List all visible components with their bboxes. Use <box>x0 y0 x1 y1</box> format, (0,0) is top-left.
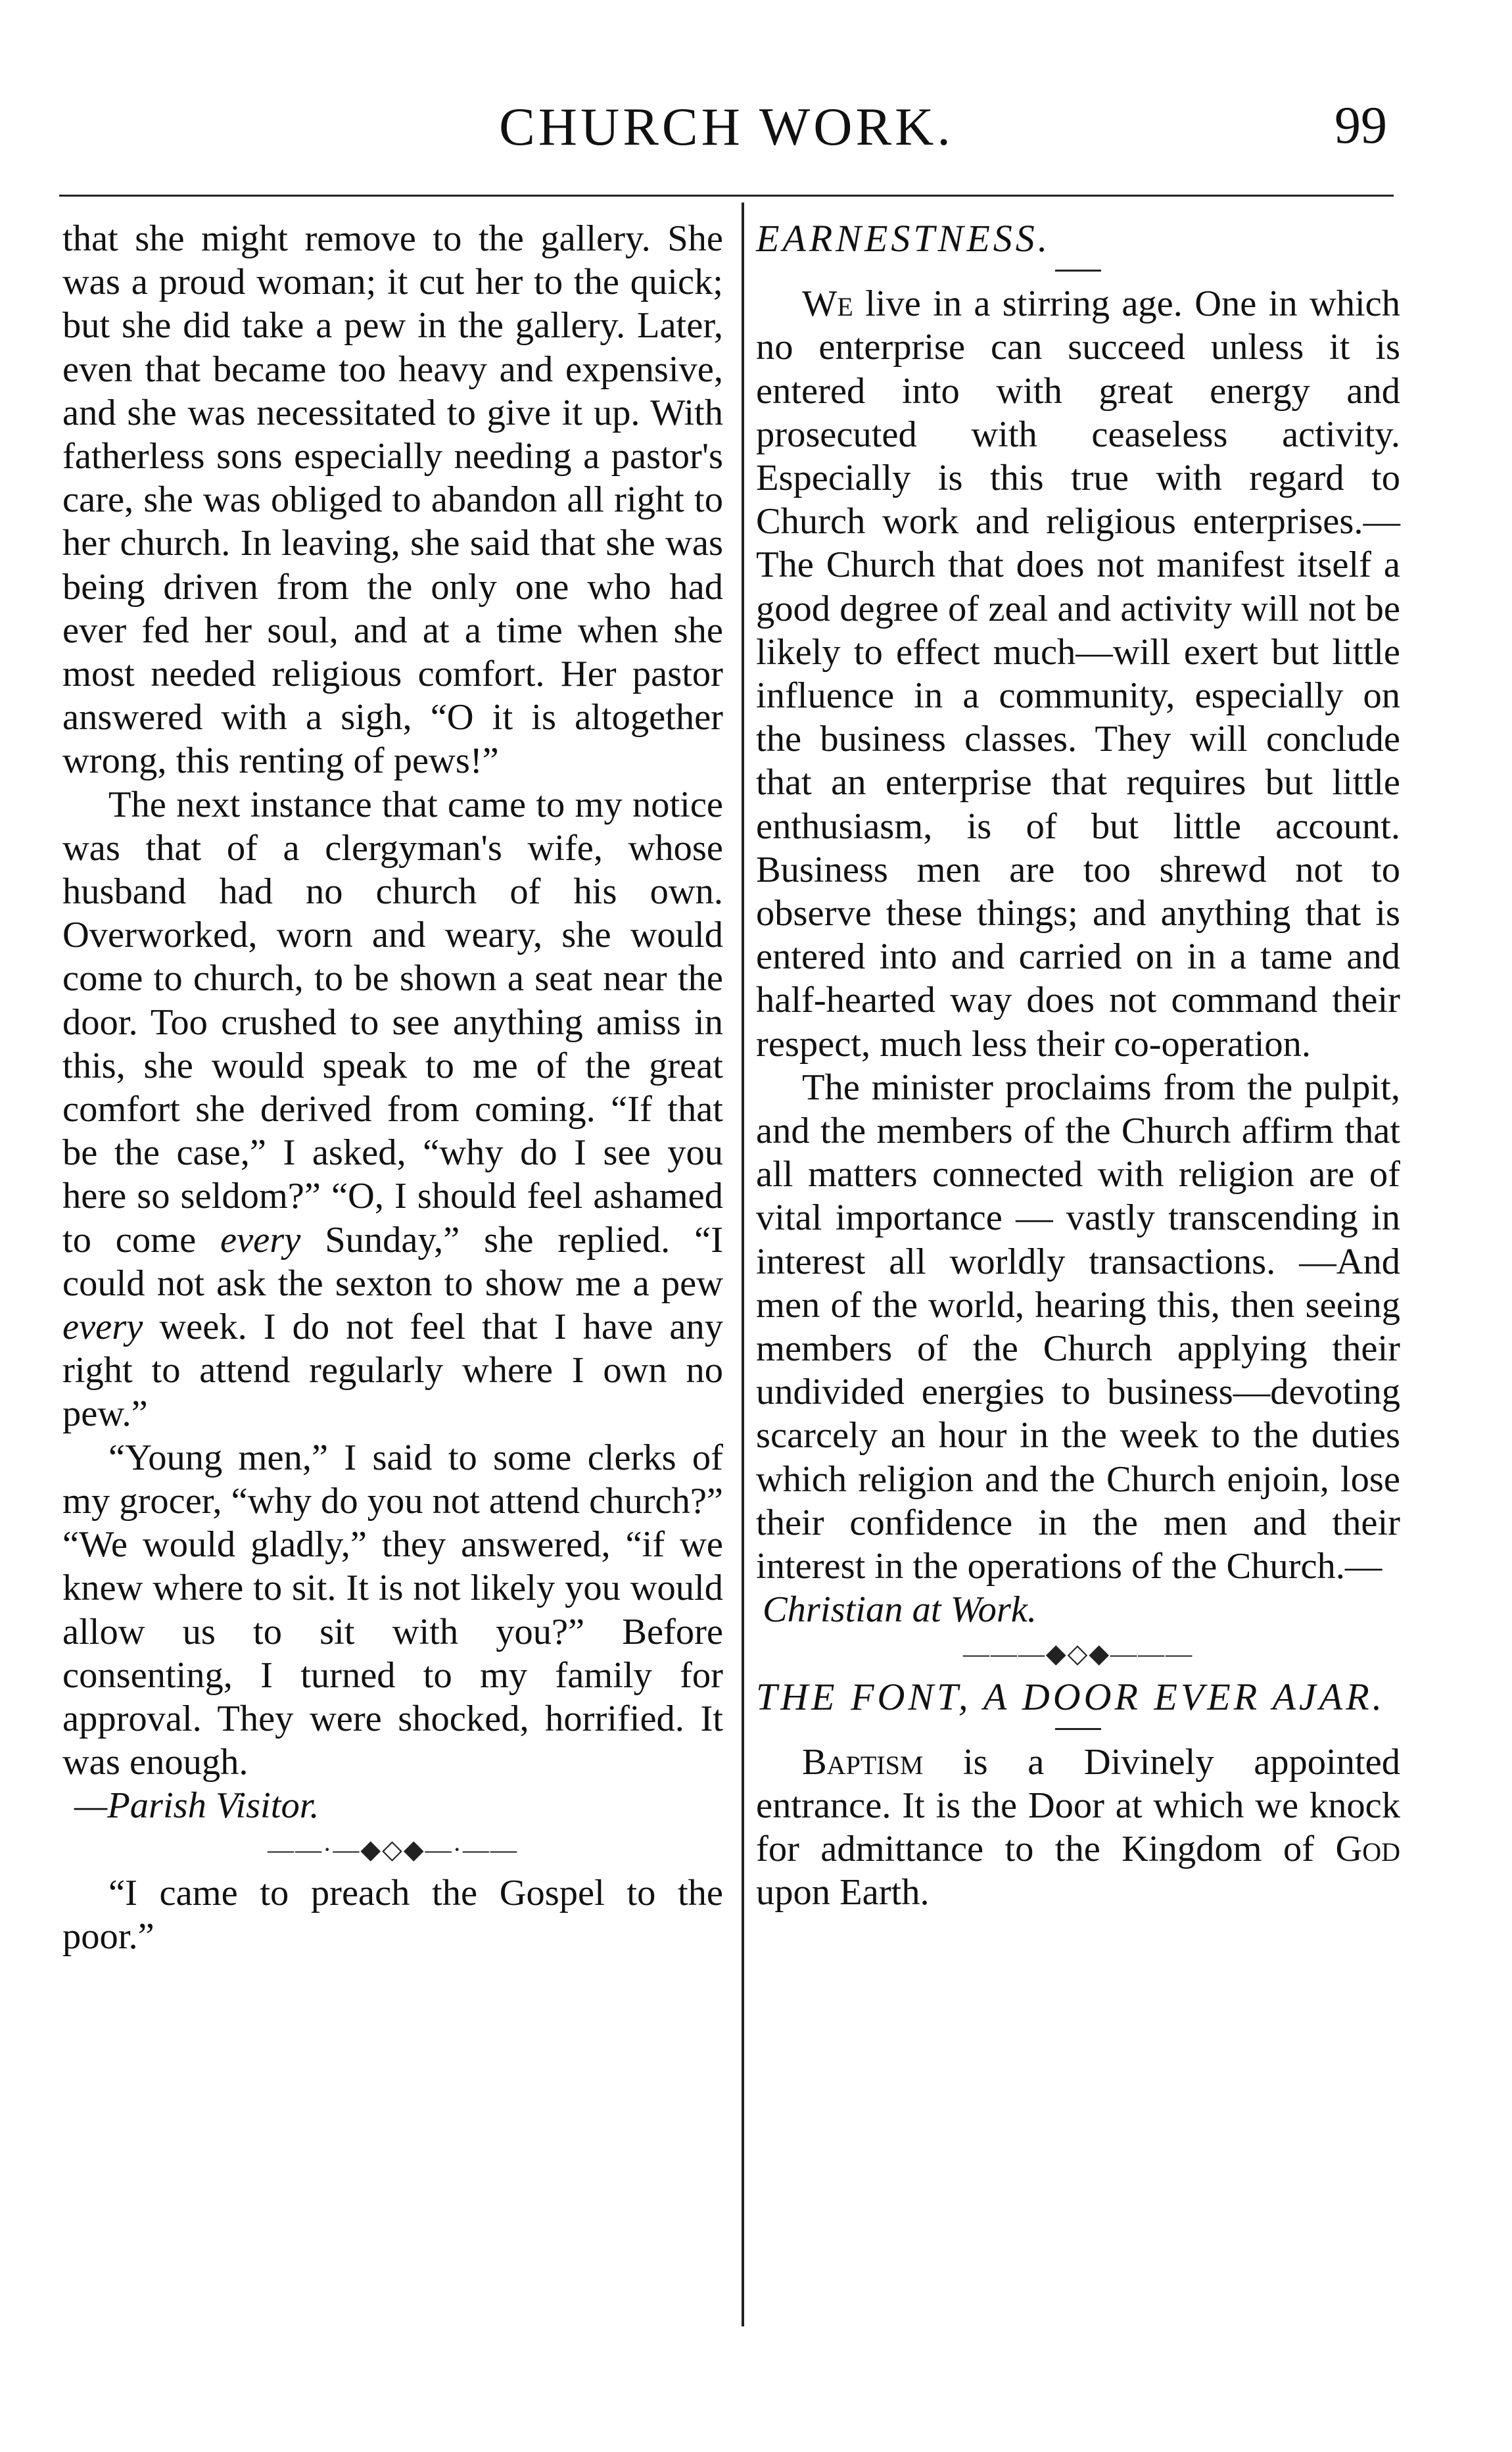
paragraph-earnestness <box>756 282 1400 1066</box>
paragraph-clergyman-wife <box>62 783 723 1436</box>
running-title: CHURCH WORK. <box>499 97 954 156</box>
right-column <box>756 217 1400 1915</box>
paragraph-baptism <box>756 1741 1400 1915</box>
paragraph-text: The next instance that came to my notice was that of a clergyman's wife, whose husband had no church of his own. Overworked, worn and weary, she would come to church, to be shown a seat near the door. Too crushed to see anything amiss in this, she would speak to me of the great comfort she derived from coming. “If that be the case,” I asked, “why do I see you here so seldom?” “O, I should feel ashamed to come <box>62 784 723 1261</box>
paragraph-text: is a Divinely appointed entrance. It is the Door at which we knock for admittance to the Kingdom of <box>756 1741 1400 1870</box>
section-title-earnestness: EARNESTNESS. <box>756 217 1051 260</box>
emphasis: every <box>220 1219 301 1261</box>
section-ornament: ———◆◇◆——— <box>962 1638 1194 1668</box>
paragraph-pew-renting: that she might remove to the gallery. She was a proud woman; it cut her to the quick; but she did take a pew in the gallery. Later, even that became too heavy and expensive, and she was necessitated to give it up. With fatherless sons especially needing a pastor's care, she was obliged to abandon all right to her church. In leaving, she said that she was being driven from the only one who had ever fed her soul, and at a time when she most needed religious comfort. Her pastor answered with a sigh, “O it is altogether wrong, this renting of pews!” <box>62 218 723 782</box>
column-divider <box>742 203 744 2326</box>
source-attribution: Christian at Work. <box>763 1589 1037 1631</box>
emphasis: every <box>62 1307 143 1348</box>
source-attribution: —Parish Visitor. <box>74 1785 319 1827</box>
running-header <box>66 92 1387 164</box>
gospel-quote: “I came to preach the Gospel to the poor.” <box>62 1872 723 1957</box>
paragraph-text: live in a stirring age. One in which no enterprise can succeed unless it is entered into with great energy and prosecuted with ceaseless activity. Especially is this true with regard to Church work and religious enterprises.—The Church that does not manifest itself a good degree of zeal and activity will not be likely to effect much—will exert but little influence in a community, especially on the business classes. They will conclude that an enterprise that requires but little enthusiasm, is of but little account. Business men are too shrewd not to observe these things; and anything that is entered into and carried on in a tame and half-hearted way does not command their respect, much less their co-operation. <box>756 283 1400 1065</box>
paragraph-text: upon Earth. <box>756 1872 930 1913</box>
paragraph-text: Sunday,” she replied. “I could not ask the sexton to show me a pew <box>62 1219 724 1304</box>
paragraph-text: week. I do not feel that I have any right to attend regularly where I own no pew.” <box>62 1307 723 1435</box>
lead-word: Baptism <box>802 1741 924 1783</box>
section-title-font: THE FONT, A DOOR EVER AJAR. <box>756 1675 1386 1718</box>
paragraph-young-men: “Young men,” I said to some clerks of my grocer, “why do you not attend church?” “We would gladly,” they answered, “if we knew where to sit. It is not likely you would allow us to sit with you?” Before consenting, I turned to my family for approval. They were shocked, horrified. It was enough. <box>62 1437 723 1783</box>
paragraph-minister: The minister proclaims from the pulpit, and the members of the Church affirm that all matters connected with religion are of vital importance — vastly transcending in interest all worldly transactions. —And men of the world, hearing this, then seeing members of the Church applying their undivided energies to business—devoting scarcely an hour in the week to the duties which religion and the Church enjoin, lose their confidence in the men and their interest in the operations of the Church.— <box>756 1067 1400 1587</box>
title-rule <box>1055 270 1101 272</box>
lead-word: We <box>802 283 853 325</box>
left-column <box>62 217 723 1958</box>
page-number: 99 <box>1335 97 1387 155</box>
section-ornament: ——·—◆◇◆—·—— <box>268 1834 518 1864</box>
divine-name: God <box>1335 1829 1401 1870</box>
title-rule <box>1055 1728 1101 1730</box>
header-rule <box>59 195 1394 197</box>
